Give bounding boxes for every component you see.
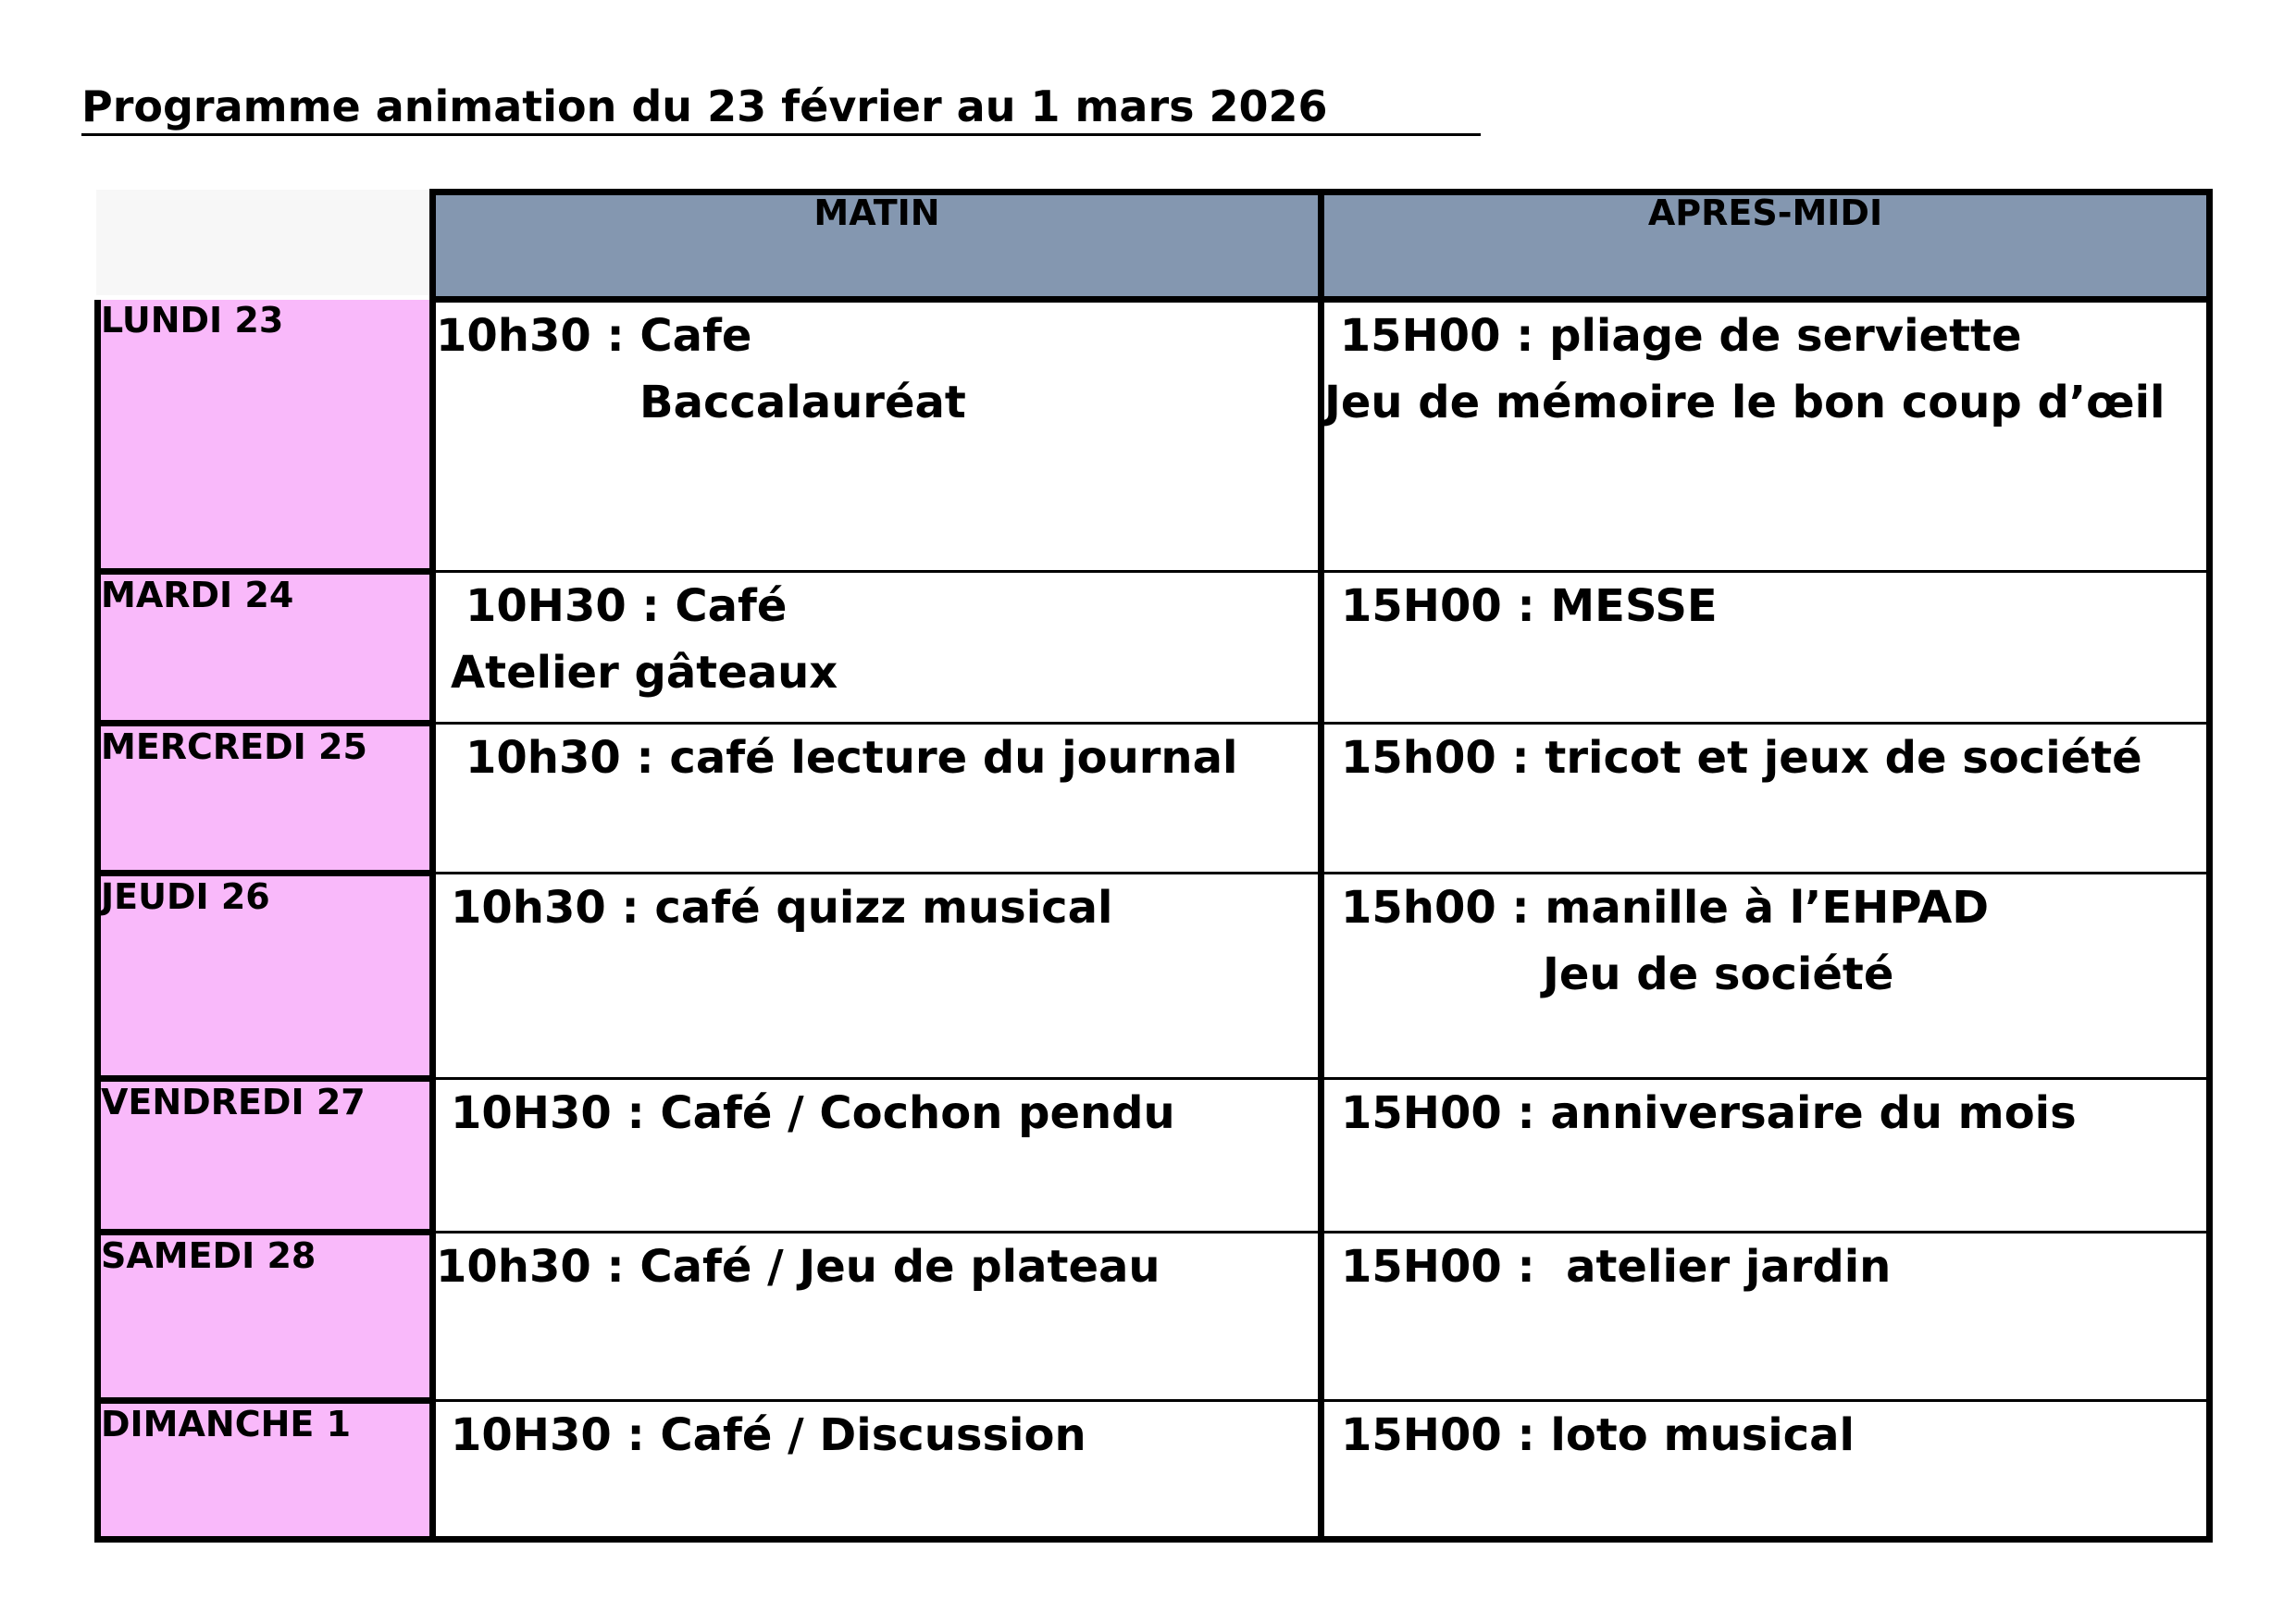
day-label: MERCREDI 25 bbox=[98, 724, 433, 874]
activity-line: 15H00 : MESSE bbox=[1341, 580, 1718, 632]
day-label: DIMANCHE 1 bbox=[98, 1401, 433, 1540]
header-afternoon: APRES-MIDI bbox=[1322, 192, 2210, 300]
schedule-table bbox=[94, 189, 2213, 1543]
table-row bbox=[98, 1233, 2210, 1401]
morning-activity bbox=[433, 1233, 1322, 1401]
activity-line: Baccalauréat bbox=[639, 377, 966, 428]
morning-activity bbox=[433, 1401, 1322, 1540]
table-row bbox=[98, 1079, 2210, 1233]
header-morning: MATIN bbox=[433, 192, 1322, 300]
day-label: JEUDI 26 bbox=[98, 874, 433, 1079]
afternoon-activity bbox=[1322, 300, 2210, 572]
activity-line: Jeu de société bbox=[1543, 948, 1894, 1000]
activity-line: 15h00 : manille à l’EHPAD bbox=[1341, 882, 1990, 934]
activity-line: 15H00 : anniversaire du mois bbox=[1341, 1087, 2077, 1139]
morning-activity bbox=[433, 724, 1322, 874]
table-header-row bbox=[98, 192, 2210, 300]
day-label: VENDREDI 27 bbox=[98, 1079, 433, 1233]
afternoon-activity bbox=[1322, 1401, 2210, 1540]
day-label: MARDI 24 bbox=[98, 572, 433, 724]
table-row bbox=[98, 572, 2210, 724]
afternoon-activity bbox=[1322, 1079, 2210, 1233]
day-label: SAMEDI 28 bbox=[98, 1233, 433, 1401]
afternoon-activity bbox=[1322, 1233, 2210, 1401]
activity-line: 10H30 : Café / Cochon pendu bbox=[451, 1087, 1175, 1139]
morning-activity bbox=[433, 300, 1322, 572]
activity-line: 10h30 : Café / Jeu de plateau bbox=[436, 1241, 1160, 1293]
activity-line: Atelier gâteaux bbox=[451, 647, 838, 699]
activity-line: 10H30 : Café / Discussion bbox=[451, 1409, 1086, 1461]
activity-line: 10H30 : Café bbox=[465, 580, 788, 632]
afternoon-activity bbox=[1322, 874, 2210, 1079]
day-label: LUNDI 23 bbox=[98, 300, 433, 572]
activity-line: 10h30 : café lecture du journal bbox=[465, 732, 1238, 784]
afternoon-activity bbox=[1322, 724, 2210, 874]
morning-activity bbox=[433, 572, 1322, 724]
afternoon-activity bbox=[1322, 572, 2210, 724]
table-row bbox=[98, 724, 2210, 874]
activity-line: 15H00 : pliage de serviette bbox=[1324, 310, 2022, 362]
morning-activity bbox=[433, 1079, 1322, 1233]
morning-activity bbox=[433, 874, 1322, 1079]
activity-line: 10h30 : Cafe bbox=[436, 310, 752, 362]
activity-line: 15H00 : loto musical bbox=[1341, 1409, 1855, 1461]
activity-line: Jeu de mémoire le bon coup d’œil bbox=[1324, 377, 2166, 428]
activity-line: 15H00 : atelier jardin bbox=[1341, 1241, 1892, 1293]
table-row bbox=[98, 300, 2210, 572]
header-empty-cell bbox=[98, 192, 433, 300]
table-row bbox=[98, 1401, 2210, 1540]
activity-line: 15h00 : tricot et jeux de société bbox=[1341, 732, 2142, 784]
page-title: Programme animation du 23 février au 1 mars 2026 bbox=[81, 80, 1481, 136]
table-row bbox=[98, 874, 2210, 1079]
activity-line: 10h30 : café quizz musical bbox=[451, 882, 1113, 934]
